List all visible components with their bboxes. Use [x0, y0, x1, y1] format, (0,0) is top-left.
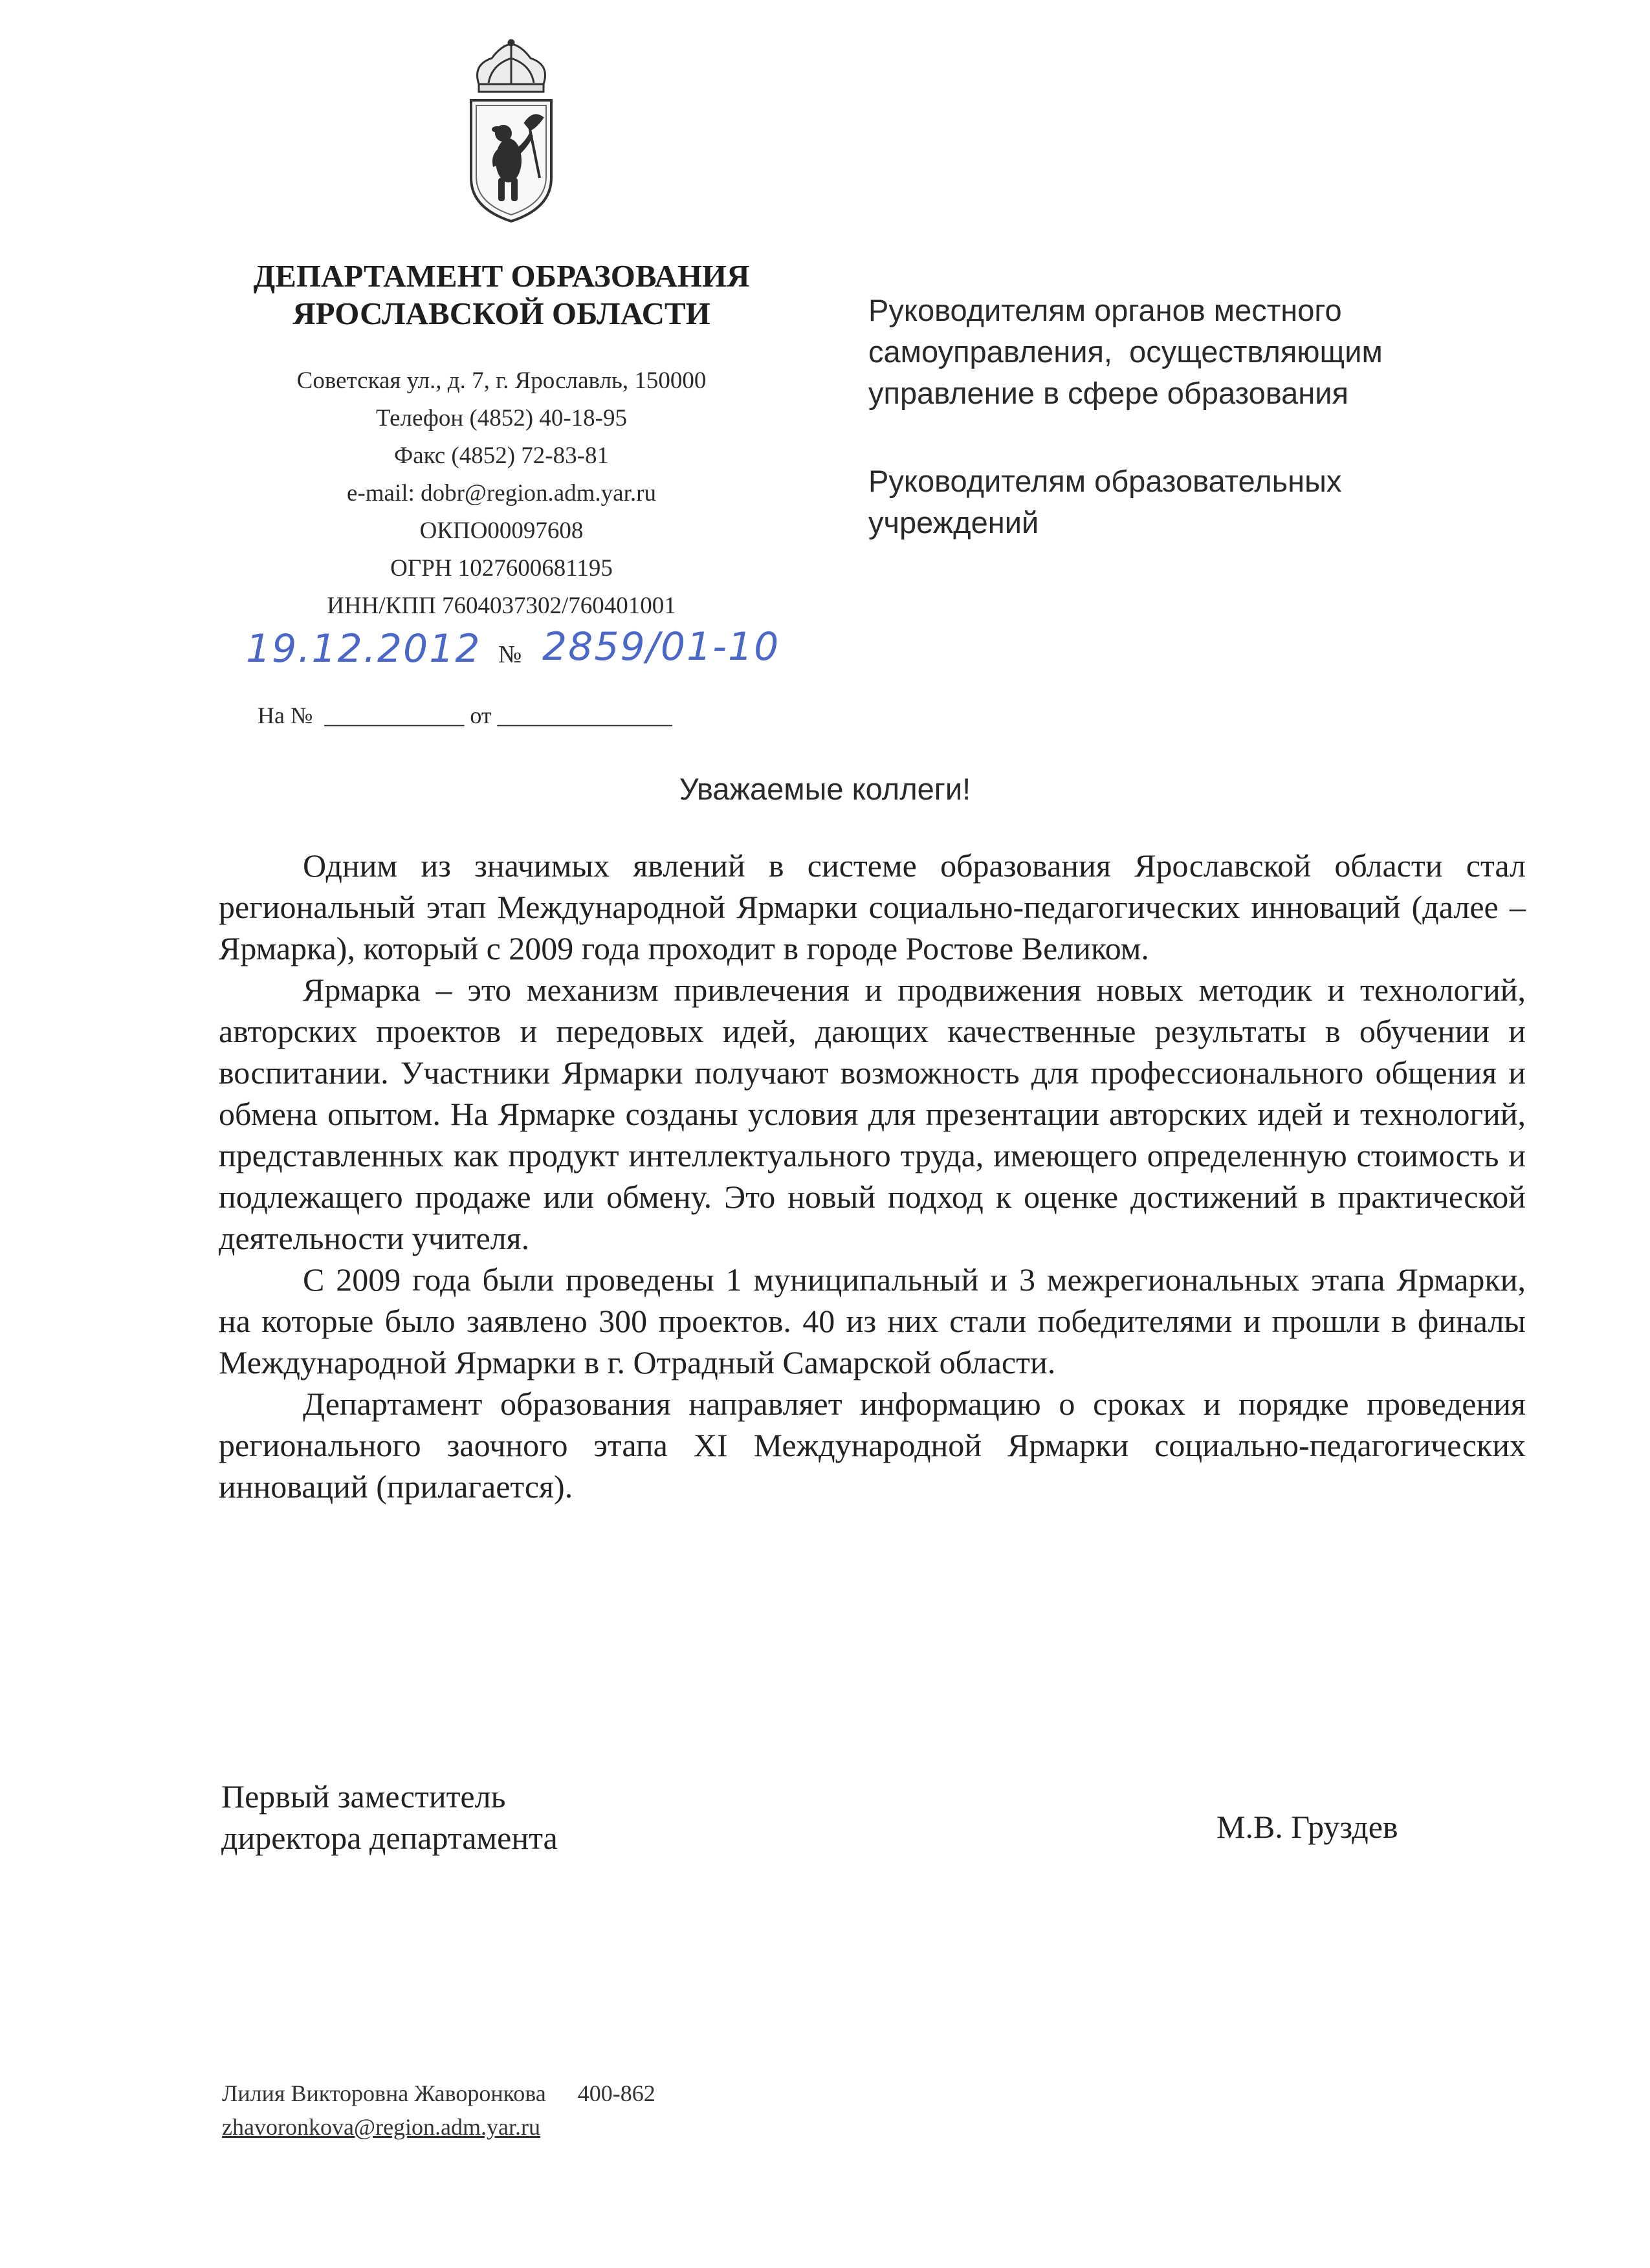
coat-of-arms-emblem — [453, 39, 569, 226]
addressee-line: самоуправления, осуществляющим — [868, 334, 1383, 369]
signatory-position — [221, 1776, 558, 1859]
department-phone: Телефон (4852) 40-18-95 — [375, 405, 627, 431]
body-paragraph: С 2009 года были проведены 1 муниципальный и 3 межрегиональных этапа Ярмарки, на которые было заявлено 300 проектов. 40 из них стали победителями и прошли в финалы Международной Ярмарки в г. Отрадный Самарской области. — [219, 1261, 1526, 1380]
department-inn-kpp: ИНН/КПП 7604037302/760401001 — [327, 593, 676, 619]
department-title-line1: ДЕПАРТАМЕНТ ОБРАЗОВАНИЯ — [253, 258, 750, 294]
executor-phone: 400-862 — [577, 2080, 655, 2106]
reference-line: На № ____________ от _______________ — [258, 703, 672, 728]
department-address: Советская ул., д. 7, г. Ярославль, 150000 — [296, 367, 707, 394]
executor-block — [222, 2077, 655, 2144]
letter-body — [219, 845, 1526, 1507]
addressee-line: управление в сфере образования — [868, 376, 1348, 410]
department-ogrn: ОГРН 1027600681195 — [390, 555, 613, 582]
body-paragraph: Одним из значимых явлений в системе образования Ярославской области стал региональный этап Международной Ярмарки социально-педагогических инноваций (далее – Ярмарка), который с 2009 года проходит в городе Ростове Великом. — [219, 847, 1526, 966]
position-line1: Первый заместитель — [221, 1778, 506, 1815]
registration-date: 19.12.2012 — [246, 626, 481, 671]
executor-name: Лилия Викторовна Жаворонкова — [222, 2080, 546, 2106]
department-fax: Факс (4852) 72-83-81 — [394, 442, 609, 469]
signatory-name: М.В. Груздев — [1216, 1809, 1398, 1845]
addressee-line: Руководителям органов местного — [868, 293, 1342, 327]
position-line2: директора департамента — [221, 1820, 558, 1856]
body-paragraph: Ярмарка – это механизм привлечения и продвижения новых методик и технологий, авторских проектов и передовых идей, дающих качественные результаты в обучении и воспитании. Участники Ярмарки получают возможность для профессионального общения и обмена опытом. На Ярмарке созданы условия для презентации авторских идей и технологий, представленных как продукт интеллектуального труда, имеющего определенную стоимость и подлежащего продаже или обмену. Это новый подход к оценке достижений в практической деятельности учителя. — [219, 972, 1526, 1256]
executor-email[interactable]: zhavoronkova@region.adm.yar.ru — [222, 2114, 540, 2140]
addressee-line: Руководителям образовательных — [868, 464, 1342, 498]
addressee-group-1 — [868, 290, 1515, 414]
registration-number: 2859/01-10 — [542, 624, 780, 670]
body-paragraph: Департамент образования направляет информацию о сроках и порядке проведения регионального заочного этапа XI Международной Ярмарки социально-педагогических инноваций (прилагается). — [219, 1386, 1526, 1505]
addressee-group-2 — [868, 461, 1515, 543]
department-contacts — [214, 362, 789, 625]
greeting: Уважаемые коллеги! — [679, 772, 971, 806]
department-okpo: ОКПО00097608 — [419, 518, 584, 544]
department-title-line2: ЯРОСЛАВСКОЙ ОБЛАСТИ — [292, 296, 710, 331]
number-sign: № — [498, 641, 522, 668]
addressee-line: учреждений — [868, 505, 1039, 540]
department-title — [201, 257, 802, 333]
department-email: e-mail: dobr@region.adm.yar.ru — [347, 480, 656, 507]
